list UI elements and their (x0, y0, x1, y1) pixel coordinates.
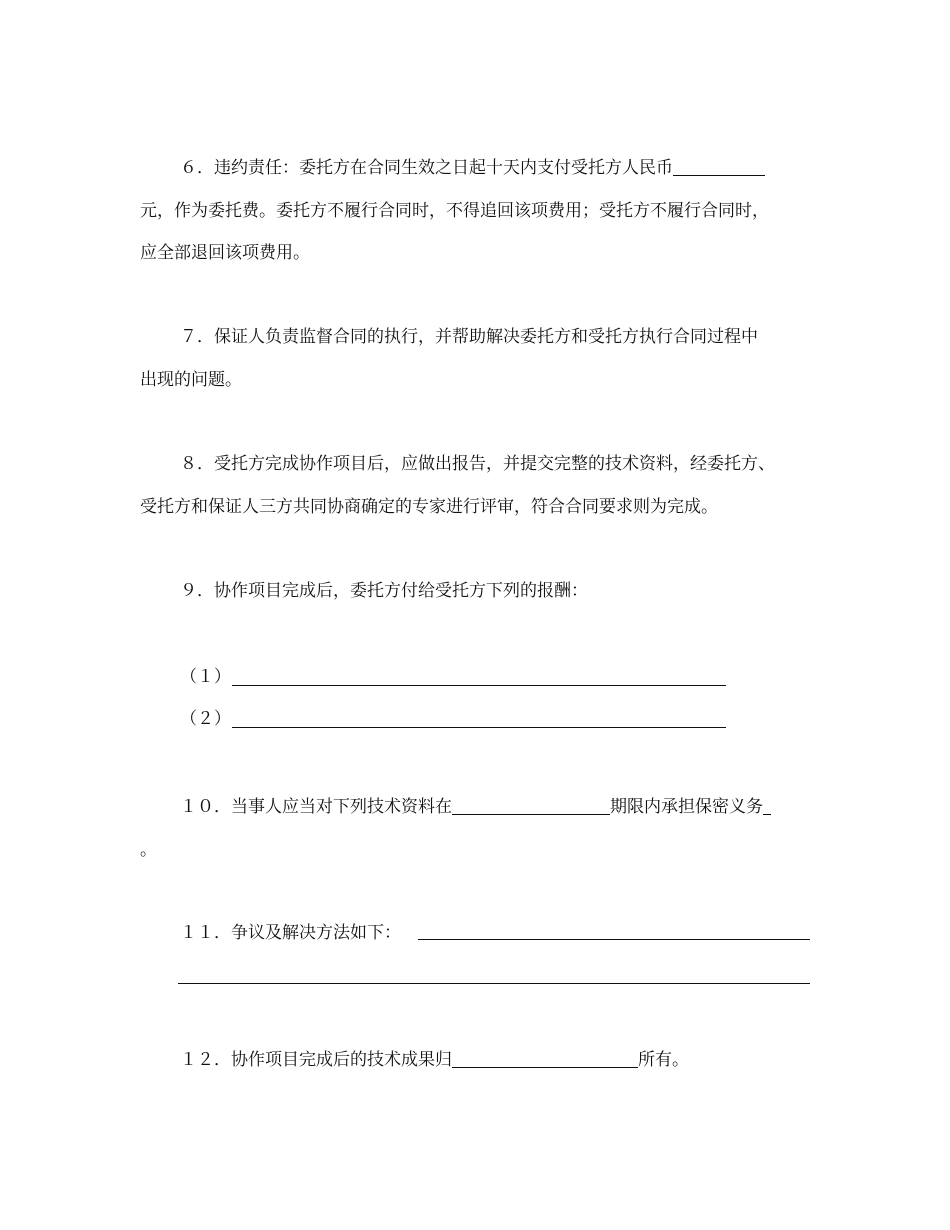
clause-12-text: １２．协作项目完成后的技术成果归 (180, 1050, 452, 1070)
clause-10-text: １０．当事人应当对下列技术资料在 (180, 797, 452, 817)
clause-12-line-1 (180, 1049, 689, 1071)
confidentiality-trailing-blank[interactable] (763, 797, 771, 815)
clause-11-text: １１．争议及解决方法如下： (180, 923, 401, 943)
clause-10-text: 。 (140, 840, 157, 860)
remuneration-item-1 (180, 666, 231, 688)
remuneration-item-2 (180, 708, 231, 730)
ownership-blank[interactable] (452, 1050, 638, 1068)
clause-12-text: 所有。 (638, 1050, 689, 1070)
clause-8-line-1 (180, 453, 775, 475)
clause-6-line-3 (140, 242, 310, 264)
clause-10-text: 期限内承担保密义务 (610, 797, 763, 817)
clause-7-text: 出现的问题。 (140, 370, 242, 390)
clause-11-line-1 (180, 922, 401, 944)
item-number: （２） (180, 709, 231, 729)
clause-8-text: 受托方和保证人三方共同协商确定的专家进行评审，符合合同要求则为完成。 (140, 497, 718, 517)
clause-7-text: ７．保证人负责监督合同的执行，并帮助解决委托方和受托方执行合同过程中 (180, 327, 758, 347)
clause-9-text: ９．协作项目完成后，委托方付给受托方下列的报酬： (180, 581, 588, 601)
clause-6-text: ６．违约责任：委托方在合同生效之日起十天内支付受托方人民币 (180, 158, 673, 178)
clause-10-line-1 (180, 796, 771, 818)
dispute-resolution-blank-2[interactable] (178, 983, 810, 984)
clause-6-text: 应全部退回该项费用。 (140, 243, 310, 263)
clause-6-line-1 (180, 157, 765, 179)
dispute-resolution-blank-1[interactable] (418, 939, 810, 940)
clause-8-text: ８．受托方完成协作项目后，应做出报告，并提交完整的技术资料，经委托方、 (180, 454, 775, 474)
clause-6-line-2 (140, 200, 769, 222)
clause-6-text: 元，作为委托费。委托方不履行合同时，不得追回该项费用；受托方不履行合同时， (140, 201, 769, 221)
remuneration-item-2-blank[interactable] (232, 727, 726, 728)
item-number: （１） (180, 667, 231, 687)
remuneration-item-1-blank[interactable] (232, 685, 726, 686)
clause-9-line-1 (180, 580, 588, 602)
clause-8-line-2 (140, 496, 718, 518)
fee-amount-blank[interactable] (673, 158, 765, 176)
confidentiality-period-blank[interactable] (452, 797, 610, 815)
clause-7-line-1 (180, 326, 758, 348)
clause-7-line-2 (140, 369, 242, 391)
clause-10-line-2 (140, 839, 157, 861)
